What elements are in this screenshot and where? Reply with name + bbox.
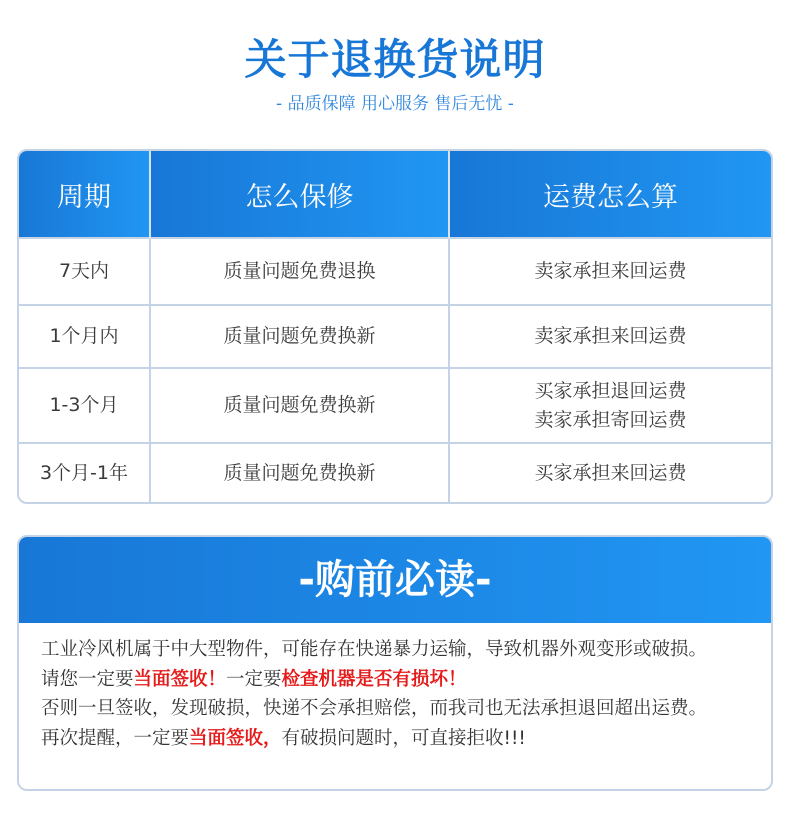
cell-period: 3个月-1年 xyxy=(19,443,150,503)
cell-shipping: 卖家承担来回运费 xyxy=(449,305,771,368)
notice-title: -购前必读- xyxy=(19,537,771,623)
notice-body xyxy=(19,623,771,753)
notice-highlight: 检查机器是否有损坏！ xyxy=(281,668,467,690)
table-header-row xyxy=(19,151,771,238)
notice-text: 请您一定要 xyxy=(41,668,134,690)
page-title: 关于退换货说明 xyxy=(244,35,546,84)
cell-period: 1个月内 xyxy=(19,305,150,368)
header-shipping: 运费怎么算 xyxy=(449,151,771,238)
header-period: 周期 xyxy=(19,151,150,238)
cell-shipping: 买家承担来回运费 xyxy=(449,443,771,503)
cell-repair: 质量问题免费换新 xyxy=(150,443,449,503)
shipping-line: 卖家承担寄回运费 xyxy=(534,408,687,431)
cell-period: 1-3个月 xyxy=(19,368,150,443)
cell-shipping xyxy=(449,368,771,443)
notice-text: 否则一旦签收，发现破损，快递不会承担赔偿，而我司也无法承担退回超出运费。 xyxy=(41,698,708,719)
notice-line xyxy=(41,665,771,695)
notice-line xyxy=(41,694,771,724)
table-row xyxy=(19,443,771,503)
page-subtitle: - 品质保障 用心服务 售后无忧 - xyxy=(276,94,514,114)
notice-text: 有破损问题时，可直接拒收!!! xyxy=(281,727,526,749)
notice-highlight: 当面签收！ xyxy=(133,668,227,690)
table-row xyxy=(19,368,771,443)
return-policy-table-card xyxy=(17,149,773,504)
table-row xyxy=(19,238,771,305)
notice-text: 工业冷风机属于中大型物件，可能存在快递暴力运输，导致机器外观变形或破损。 xyxy=(41,639,708,660)
shipping-line: 买家承担退回运费 xyxy=(534,379,687,402)
notice-highlight: 当面签收， xyxy=(189,727,282,749)
notice-line xyxy=(41,635,771,665)
table-row xyxy=(19,305,771,368)
cell-shipping: 卖家承担来回运费 xyxy=(449,238,771,305)
cell-repair: 质量问题免费换新 xyxy=(150,305,449,368)
return-policy-table xyxy=(19,151,771,503)
header-repair: 怎么保修 xyxy=(150,151,449,238)
cell-repair: 质量问题免费退换 xyxy=(150,238,449,305)
cell-repair: 质量问题免费换新 xyxy=(150,368,449,443)
notice-text: 再次提醒，一定要 xyxy=(41,727,190,749)
notice-line xyxy=(41,724,771,754)
cell-period: 7天内 xyxy=(19,238,150,305)
notice-text: 一定要 xyxy=(226,668,282,690)
purchase-notice-card xyxy=(17,535,773,791)
